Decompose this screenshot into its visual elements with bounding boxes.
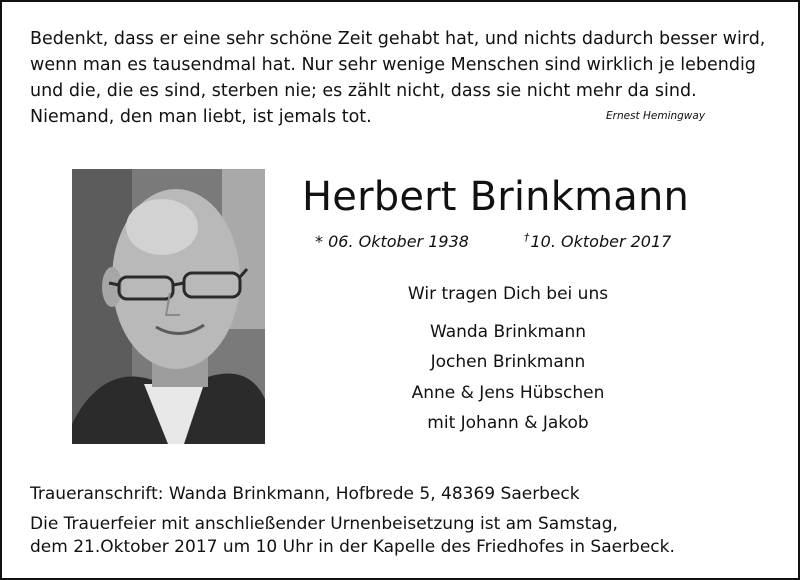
cross-icon: † [524,231,530,244]
death-date: 10. Oktober 2017 [530,232,672,251]
quote-line: Bedenkt, dass er eine sehr schöne Zeit gehabt hat, und nichts dadurch besser wird, [30,29,766,49]
quote-author: Ernest Hemingway [606,110,706,122]
quote-line: wenn man es tausendmal hat. Nur sehr wenige Menschen sind wirklich je lebendig [30,55,756,75]
mourning-heading: Wir tragen Dich bei uns [407,284,609,304]
deceased-name: Herbert Brinkmann [302,174,690,220]
portrait-photo [72,169,265,444]
mourner-name: Jochen Brinkmann [430,352,586,372]
mourner-name: Wanda Brinkmann [429,322,587,342]
birth-date: * 06. Oktober 1938 [315,232,469,251]
death-date-line [524,232,671,251]
mourner-name: mit Johann & Jakob [427,413,589,433]
ceremony-info-line: Die Trauerfeier mit anschließender Urnenbeisetzung ist am Samstag, [30,514,618,534]
quote-line: Niemand, den man liebt, ist jemals tot. [30,107,372,127]
ceremony-info-line: dem 21.Oktober 2017 um 10 Uhr in der Kapelle des Friedhofes in Saerbeck. [30,537,675,557]
quote-line: und die, die es sind, sterben nie; es zählt nicht, dass sie nicht mehr da sind. [30,81,697,101]
mourner-name: Anne & Jens Hübschen [411,383,605,403]
funeral-address: Traueranschrift: Wanda Brinkmann, Hofbrede 5, 48369 Saerbeck [30,484,580,504]
